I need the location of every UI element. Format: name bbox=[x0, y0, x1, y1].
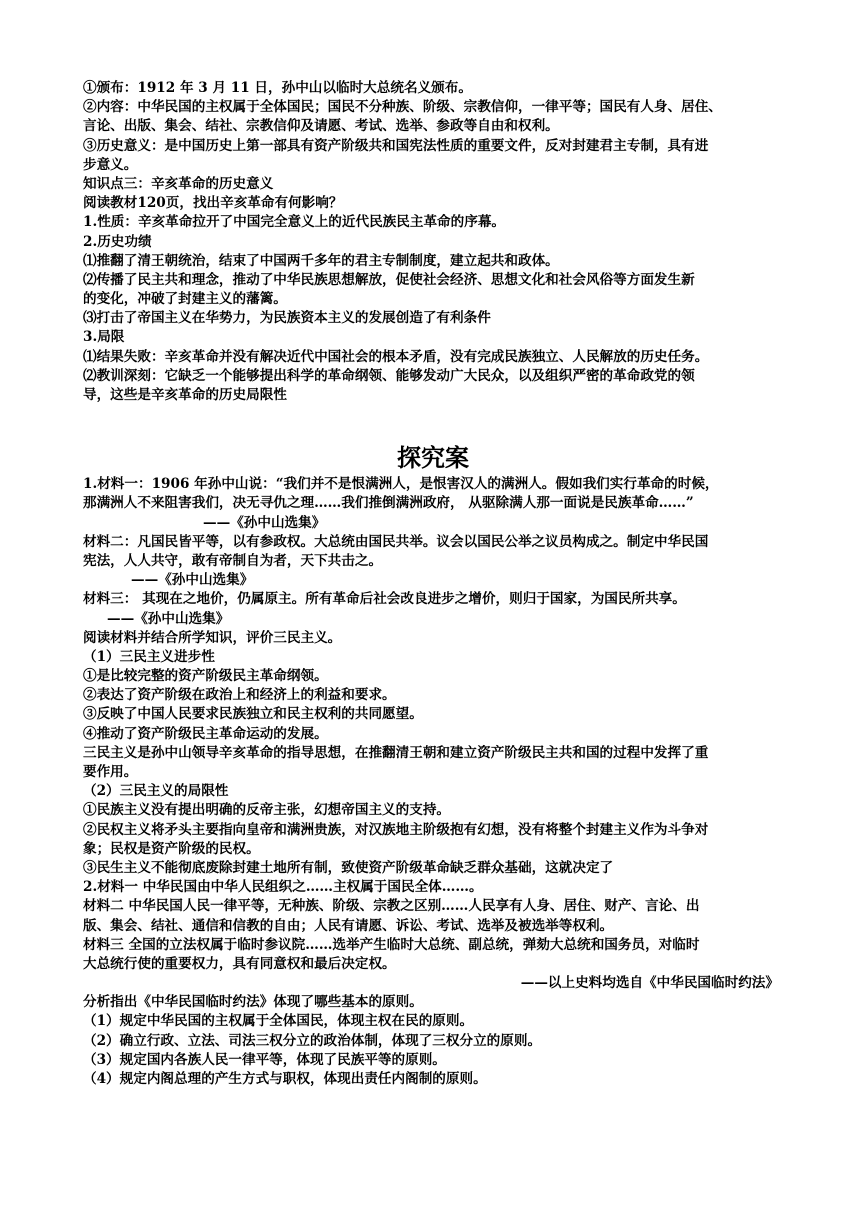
text-line: ⑴推翻了清王朝统治，结束了中国两千多年的君主专制制度，建立起共和政体。 bbox=[83, 252, 559, 269]
source-citation: ——《孙中山选集》 bbox=[131, 572, 254, 589]
text-line: 大总统行使的重要权力，具有同意权和最后决定权。 bbox=[83, 955, 396, 972]
text-line: （3）规定国内各族人民一律平等，体现了民族平等的原则。 bbox=[83, 1051, 446, 1068]
text-line: ②内容：中华民国的主权属于全体国民；国民不分种族、阶级、宗教信仰，一律平等；国民有人身、居住、 bbox=[83, 99, 722, 116]
text-line: 言论、出版、集会、结社、宗教信仰及请愿、考试、选举、参政等自由和权利。 bbox=[83, 118, 559, 135]
text-line: ②民权主义将矛头主要指向皇帝和满洲贵族，对汉族地主阶级抱有幻想，没有将整个封建主义作为斗争对 bbox=[83, 821, 709, 838]
material-line: 材料二：凡国民皆平等，以有参政权。大总统由国民共举。议会以国民公举之议员构成之。制定中华民国 bbox=[83, 533, 709, 550]
source-citation: ——《孙中山选集》 bbox=[107, 610, 230, 627]
source-citation: ——《孙中山选集》 bbox=[203, 514, 326, 531]
section-heading-knowledge-3: 知识点三：辛亥革命的历史意义 bbox=[83, 175, 274, 192]
text-line: 材料三 全国的立法权属于临时参议院……选举产生临时大总统、副总统，弹劾大总统和国务员，对临时 bbox=[83, 936, 700, 953]
text-line: （4）规定内阁总理的产生方式与职权，体现出责任内阁制的原则。 bbox=[83, 1071, 487, 1087]
page-title: 探究案 bbox=[397, 444, 469, 473]
source-citation: ——以上史料均选自《中华民国临时约法》 bbox=[520, 975, 779, 992]
text-line: ①是比较完整的资产阶级民主革命纲领。 bbox=[83, 668, 328, 685]
spacer bbox=[83, 405, 783, 443]
text-line: 要作用。 bbox=[83, 764, 138, 780]
text-line: ④推动了资产阶级民主革命运动的发展。 bbox=[83, 725, 328, 742]
text-line: ⑶打击了帝国主义在华势力，为民族资本主义的发展创造了有利条件 bbox=[83, 310, 491, 327]
text-line: 材料二 中华民国人民一律平等，无种族、阶级、宗教之区别……人民享有人身、居住、财产、言论、出 bbox=[83, 898, 700, 915]
text-line: 分析指出《中华民国临时约法》体现了哪些基本的原则。 bbox=[83, 994, 423, 1011]
text-line: ③民生主义不能彻底废除封建土地所有制，致使资产阶级革命缺乏群众基础，这就决定了 bbox=[83, 859, 614, 876]
text-line: ②表达了资产阶级在政治上和经济上的利益和要求。 bbox=[83, 687, 396, 704]
text-line: 三民主义是孙中山领导辛亥革命的指导思想，在推翻清王朝和建立资产阶级民主共和国的过程中发挥了重 bbox=[83, 744, 709, 761]
material-line: 材料三： 其现在之地价，仍属原主。所有革命后社会改良进步之增价，则归于国家，为国民所共享。 bbox=[83, 591, 686, 608]
part2-text bbox=[83, 475, 783, 1089]
text-line: （2）三民主义的局限性 bbox=[83, 783, 229, 800]
text-line: （1）规定中华民国的主权属于全体国民，体现主权在民的原则。 bbox=[83, 1013, 474, 1030]
material-line: 宪法，人人共守，敢有帝制自为者，天下共击之。 bbox=[83, 552, 383, 569]
text-line: 阅读材料并结合所学知识，评价三民主义。 bbox=[83, 629, 342, 646]
text-line: 1.性质：辛亥革命拉开了中国完全意义上的近代民族民主革命的序幕。 bbox=[83, 214, 506, 231]
text-line: ③历史意义：是中国历史上第一部具有资产阶级共和国宪法性质的重要文件，反对封建君主专制，具有进 bbox=[83, 137, 709, 154]
text-line: （1）三民主义进步性 bbox=[83, 648, 215, 665]
text-line: ①颁布：1912 年 3 月 11 日，孙中山以临时大总统名义颁布。 bbox=[83, 80, 472, 96]
text-line: 象；民权是资产阶级的民权。 bbox=[83, 840, 260, 857]
text-line: ⑴结果失败：辛亥革命并没有解决近代中国社会的根本矛盾，没有完成民族独立、人民解放的历史任务。 bbox=[83, 348, 709, 365]
text-line: （2）确立行政、立法、司法三权分立的政治体制，体现了三权分立的原则。 bbox=[83, 1032, 542, 1049]
text-line: 导，这些是辛亥革命的历史局限性 bbox=[83, 387, 287, 403]
text-line: 2.材料一 中华民国由中华人民组织之……主权属于国民全体……。 bbox=[83, 879, 483, 896]
part1-text bbox=[83, 79, 783, 405]
material-line: 1.材料一：1906 年孙中山说：“我们并不是恨满洲人，是恨害汉人的满洲人。假如我们实行革命的时候， bbox=[83, 476, 719, 493]
text-line: 的变化，冲破了封建主义的藩篱。 bbox=[83, 291, 287, 308]
text-line: 版、集会、结社、通信和信教的自由；人民有请愿、诉讼、考试、选举及被选举等权利。 bbox=[83, 917, 614, 934]
text-line: ⑵传播了民主共和理念，推动了中华民族思想解放，促使社会经济、思想文化和社会风俗等方面发生新 bbox=[83, 271, 695, 288]
text-line: 步意义。 bbox=[83, 156, 138, 173]
document-page bbox=[83, 79, 783, 1089]
text-line: ①民族主义没有提出明确的反帝主张，幻想帝国主义的支持。 bbox=[83, 802, 451, 819]
material-line: 那满洲人不来阻害我们，决无寻仇之理……我们推倒满洲政府， 从驱除满人那一面说是民族革命……” bbox=[83, 495, 694, 512]
text-line: 3.局限 bbox=[83, 329, 125, 346]
text-line: 阅读教材120页，找出辛亥革命有何影响？ bbox=[83, 195, 343, 212]
text-line: ③反映了中国人民要求民族独立和民主权利的共同愿望。 bbox=[83, 706, 423, 723]
text-line: 2.历史功绩 bbox=[83, 233, 152, 250]
text-line: ⑵教训深刻：它缺乏一个能够提出科学的革命纲领、能够发动广大民众，以及组织严密的革命政党的领 bbox=[83, 367, 695, 384]
